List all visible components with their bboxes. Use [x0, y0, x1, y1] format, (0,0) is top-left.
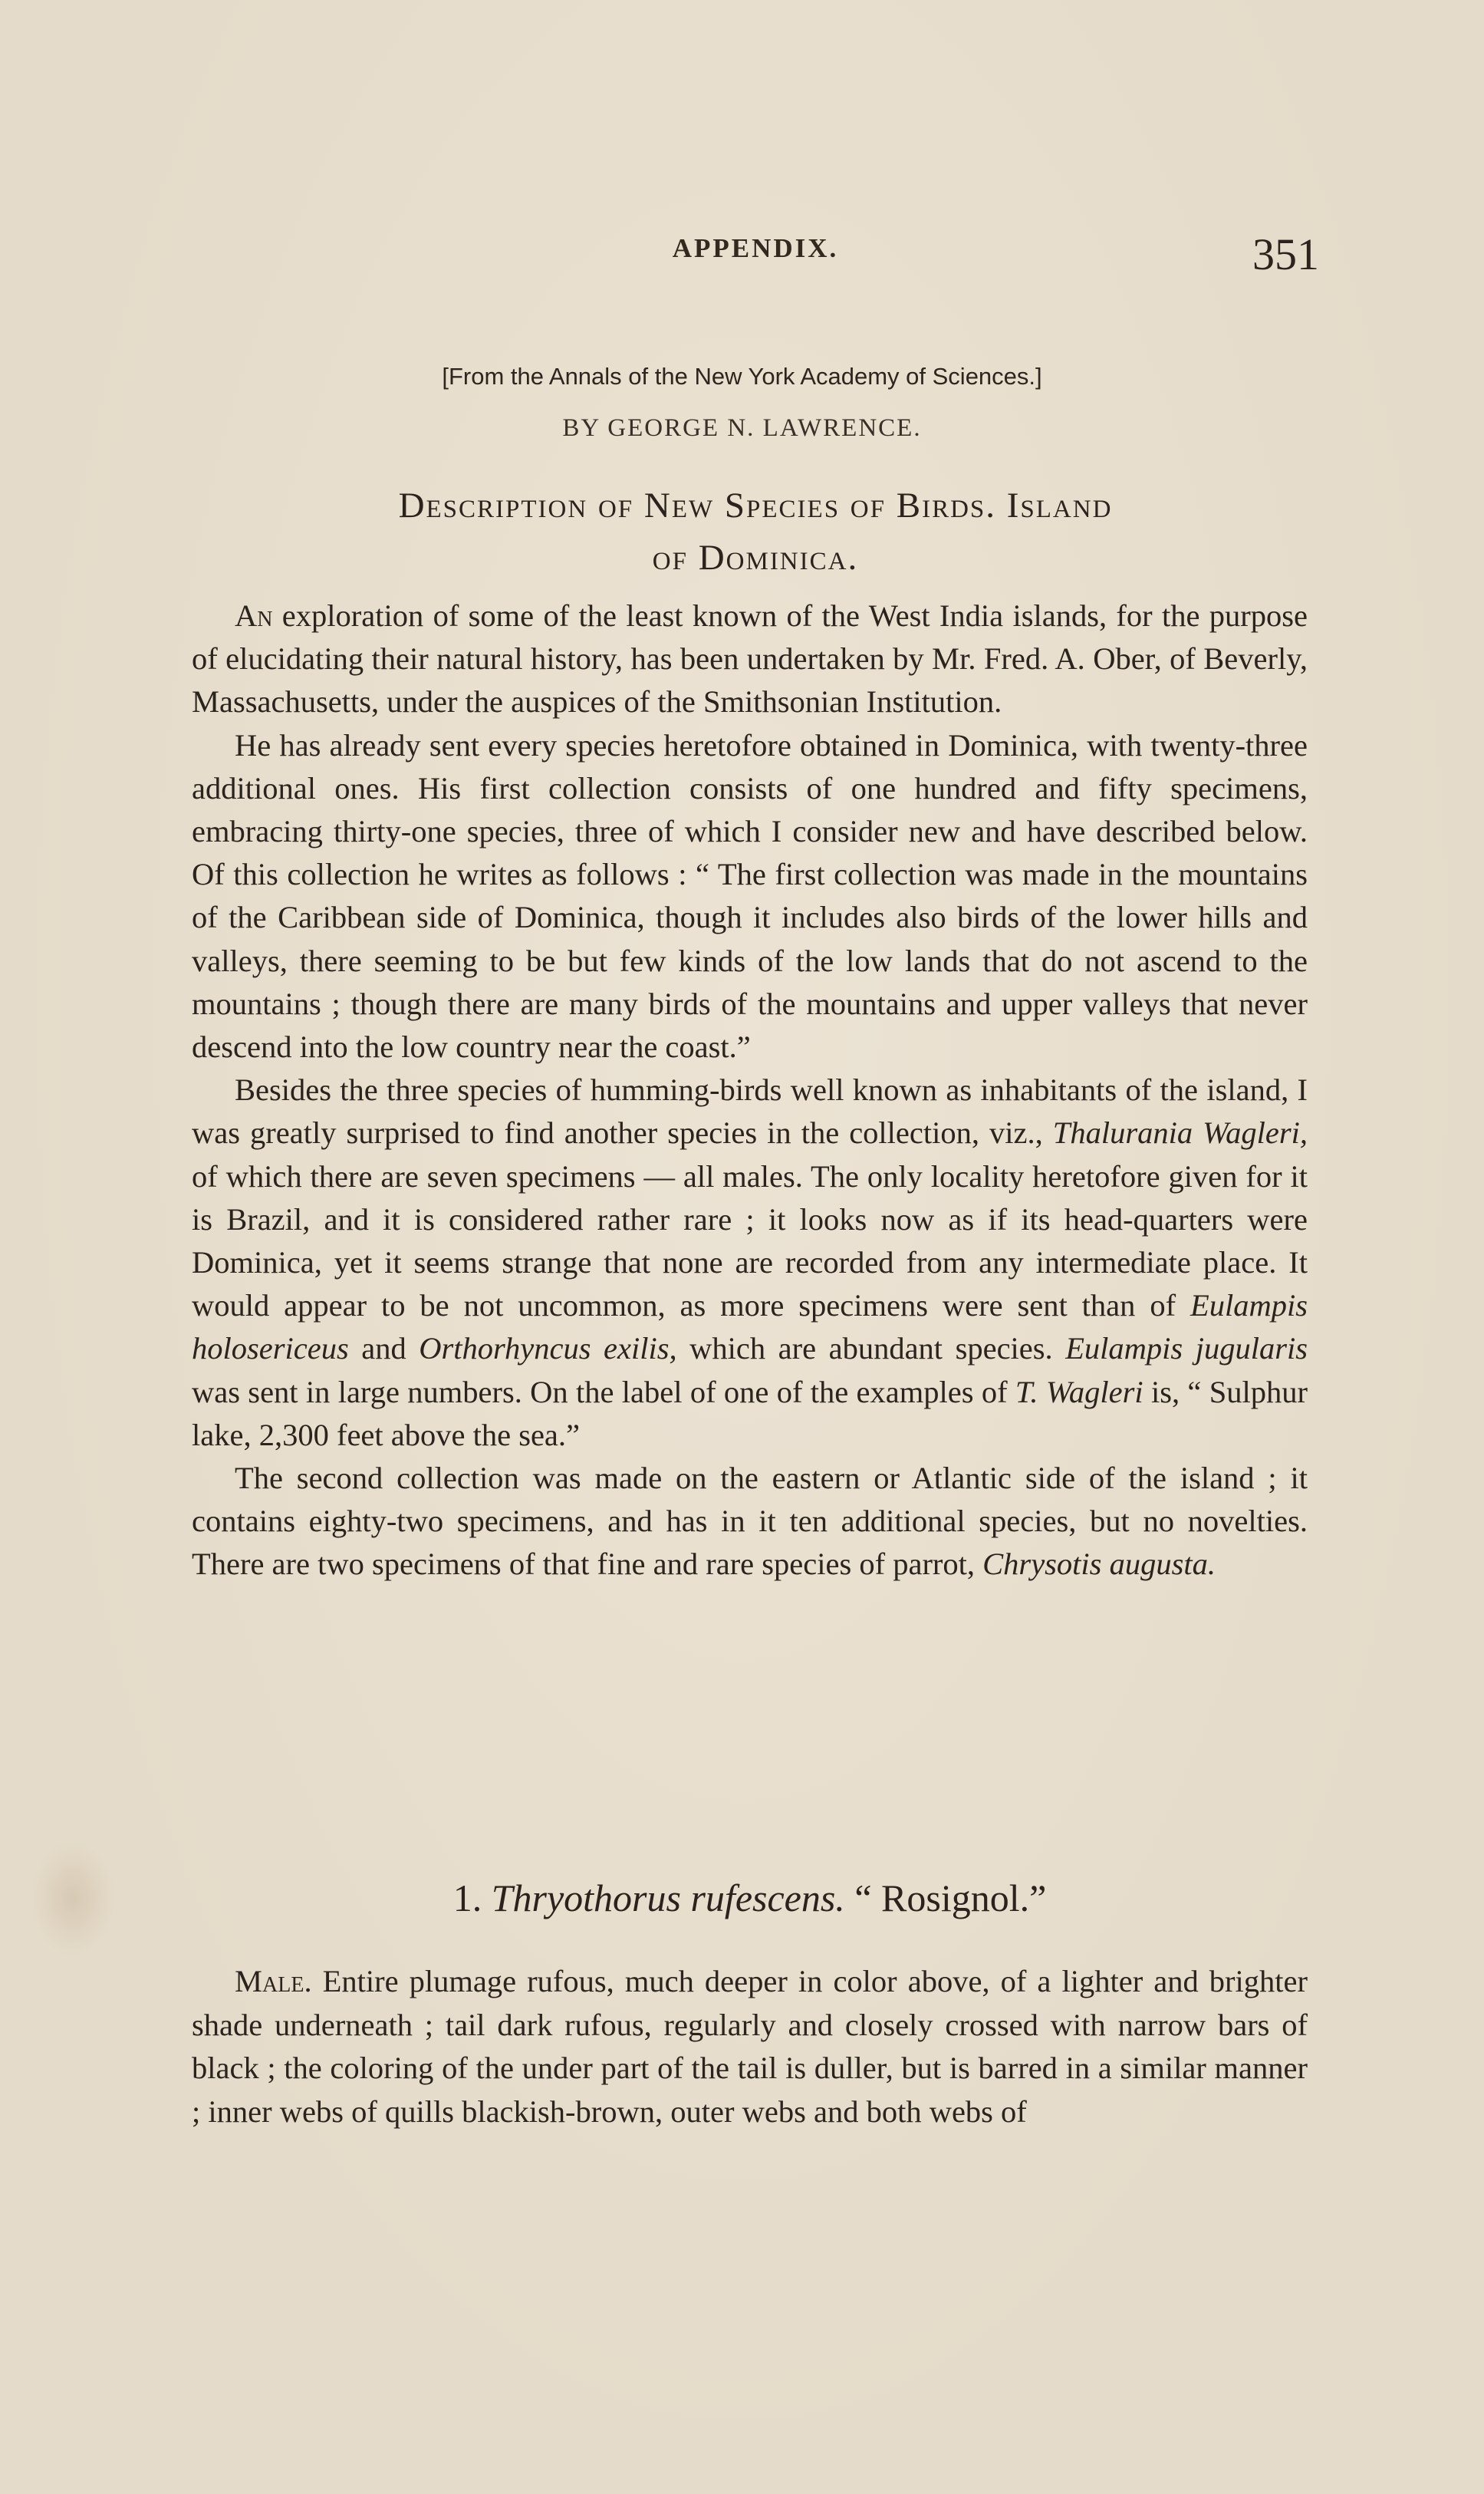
- running-title: APPENDIX.: [672, 233, 839, 263]
- article-title: [192, 479, 1319, 584]
- species-scientific-name: Thryothorus rufescens.: [491, 1876, 845, 1919]
- species-name-italic: Eulampis holosericeus: [192, 1288, 1308, 1366]
- paper-stain: [31, 1841, 115, 1956]
- source-note: [From the Annals of the New York Academy of Sciences.]: [442, 363, 1042, 390]
- paragraph-1: [192, 595, 1308, 724]
- paragraph-3-text-d: which are abundant species.: [676, 1331, 1066, 1366]
- species-common-name: “ Rosignol.”: [854, 1876, 1047, 1919]
- species-name-italic: T. Wagleri: [1015, 1374, 1143, 1409]
- body-text: [192, 595, 1308, 1586]
- description-lead: Male.: [235, 1964, 312, 1998]
- paragraph-4-text-a: The second collection was made on the eastern or Atlantic side of the island ; it contains eighty-two specimens, and has in it ten additional species, but no novelties. There are two specimens of that fine and rare species of parrot,: [192, 1461, 1308, 1582]
- paragraph-4: [192, 1457, 1308, 1586]
- author-line: BY GEORGE N. LAWRENCE.: [562, 414, 922, 442]
- page-header: [192, 229, 1319, 290]
- article-title-line-2: of Dominica.: [652, 538, 859, 578]
- paragraph-2: He has already sent every species heretofore obtained in Dominica, with twenty-three additional ones. His first collection consists of one hundred and fifty specimens, embracing thirty-one species, three of which I consider new and have described below. Of this collection he writes as follows : “ The first collection was made in the mountains of the Caribbean side of Dominica, though it includes also birds of the lower hills and valleys, there seeming to be but few kinds of the low lands that do not ascend to the mountains ; though there are many birds of the mountains and upper valleys that never descend into the low country near the coast.”: [192, 727, 1308, 1065]
- paragraph-3-text-a: Besides the three species of humming-birds well known as inhabitants of the island, I was greatly surprised to find another species in the collection, viz.,: [192, 1072, 1308, 1151]
- species-description: [192, 1960, 1308, 2133]
- description-text: Entire plumage rufous, much deeper in color above, of a lighter and brighter shade underneath ; tail dark rufous, regularly and closely crossed with narrow bars of black ; the coloring of the under part of the tail is duller, but is barred in a similar manner ; inner webs of quills blackish-brown, outer webs and both webs of: [192, 1964, 1308, 2129]
- paragraph-1-lead: An: [235, 598, 273, 633]
- paragraph-3-text-f: is, “ Sulphur lake, 2,300 feet above the sea.”: [192, 1374, 1308, 1452]
- page-number: 351: [1252, 229, 1319, 279]
- paragraph-1-text: exploration of some of the least known of the West India islands, for the purpose of elucidating their natural history, has been undertaken by Mr. Fred. A. Ober, of Beverly, Massachusetts, under the auspices of the Smithsonian Institution.: [192, 598, 1308, 720]
- species-name-italic: Orthorhyncus exilis,: [419, 1331, 677, 1366]
- article-title-line-1: Description of New Species of Birds. Island: [398, 486, 1113, 525]
- paragraph-3: [192, 1069, 1308, 1457]
- species-name-italic: Chrysotis augusta.: [982, 1547, 1216, 1582]
- paragraph-3-text-c: and: [348, 1331, 420, 1366]
- species-name-italic: Thalurania Wagleri,: [1052, 1115, 1308, 1151]
- paragraph-3-text-e: was sent in large numbers. On the label of one of the examples of: [192, 1374, 1015, 1409]
- paragraph-3-text-b: of which there are seven specimens — all males. The only locality heretofore given for it is Brazil, and it is considered rather rare ; it looks now as if its head-quarters were Dominica, yet it seems strange that none are recorded from any intermediate place. It would appear to be not uncommon, as more specimens were sent than of: [192, 1158, 1308, 1323]
- species-number: 1.: [452, 1876, 482, 1919]
- species-heading: [192, 1876, 1308, 1920]
- species-name-italic: Eulampis jugularis: [1065, 1331, 1308, 1366]
- description-paragraph: [192, 1960, 1308, 2133]
